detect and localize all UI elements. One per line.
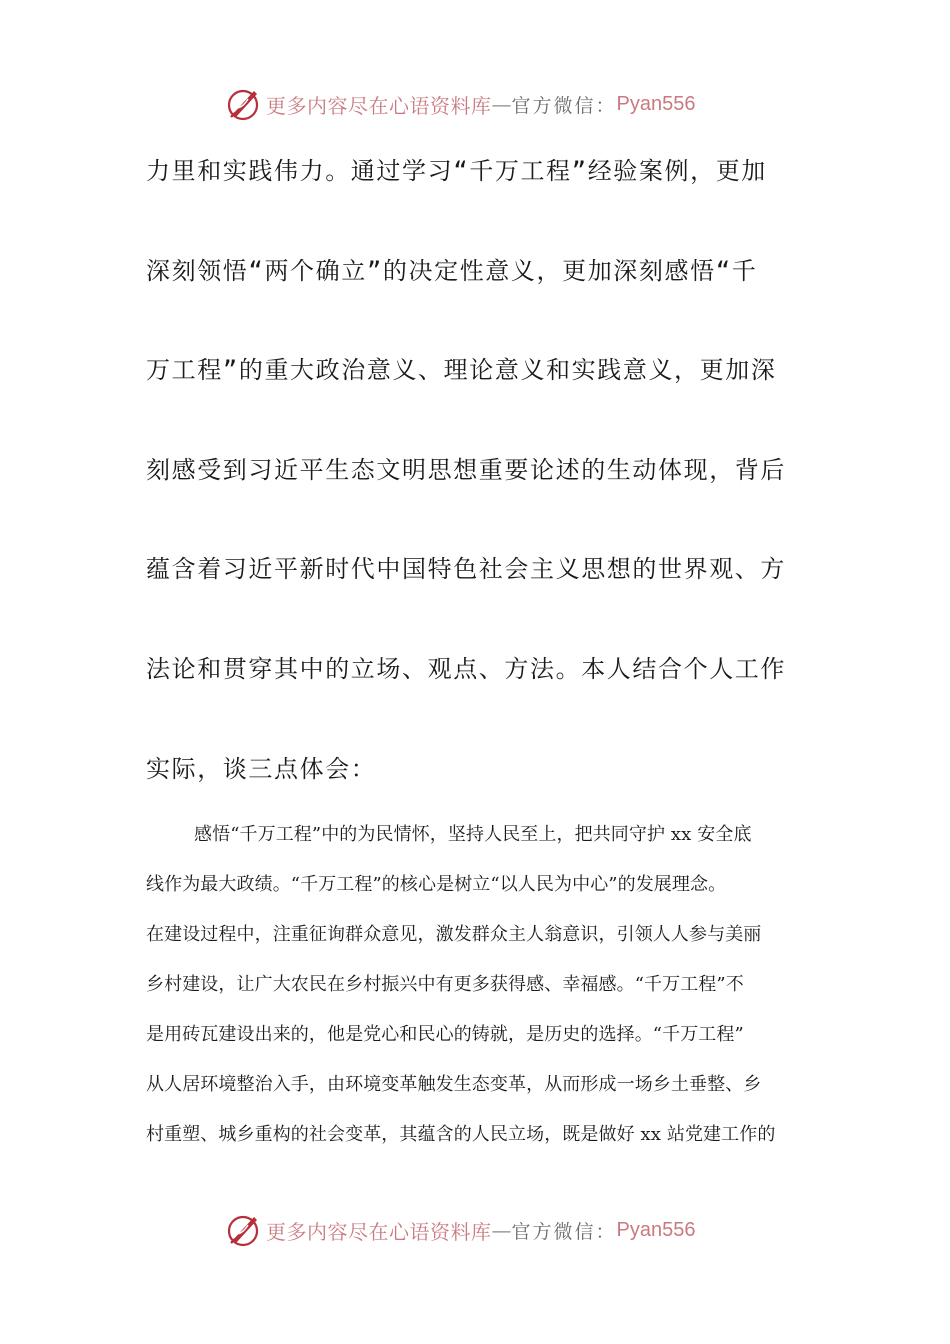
body-large-line: 蕴含着习近平新时代中国特色社会主义思想的世界观、方 (146, 555, 786, 583)
banner-wechat-label: 官方微信： (511, 94, 617, 117)
body-small-line: 线作为最大政绩。“千万工程”的核心是树立“以人民为中心”的发展理念。 (146, 874, 727, 895)
body-large-line: 法论和贯穿其中的立场、观点、方法。本人结合个人工作 (146, 655, 786, 683)
body-large-line: 深刻领悟“两个确立”的决定性意义，更加深刻感悟“千 (146, 257, 758, 285)
body-large-line: 力里和实践伟力。通过学习“千万工程”经验案例，更加 (146, 157, 767, 185)
quill-logo-icon (226, 86, 262, 122)
quill-logo-icon (226, 1212, 262, 1248)
body-small-line: 感悟“千万工程”中的为民情怀，坚持人民至上，把共同守护 xx 安全底 (194, 824, 752, 845)
banner-title: 更多内容尽在心语资料库 (266, 1219, 492, 1244)
body-large-line: 万工程”的重大政治意义、理论意义和实践意义，更加深 (146, 356, 777, 384)
body-large-line: 实际，谈三点体会： (146, 755, 377, 783)
banner-wechat-label: 官方微信： (511, 1220, 617, 1243)
header-watermark-banner (226, 84, 695, 124)
banner-dash: — (491, 1218, 512, 1242)
body-large-line: 刻感受到习近平生态文明思想重要论述的生动体现，背后 (146, 456, 786, 484)
body-small-line: 从人居环境整治入手，由环境变革触发生态变革，从而形成一场乡土垂整、乡 (146, 1074, 762, 1095)
banner-wechat-id: Pyan556 (616, 1218, 696, 1241)
footer-watermark-banner (226, 1210, 695, 1250)
banner-wechat-id: Pyan556 (616, 92, 696, 115)
banner-title: 更多内容尽在心语资料库 (266, 93, 492, 118)
banner-dash: — (491, 92, 512, 116)
body-small-line: 在建设过程中，注重征询群众意见，激发群众主人翁意识，引领人人参与美丽 (146, 924, 762, 945)
body-small-line: 乡村建设，让广大农民在乡村振兴中有更多获得感、幸福感。“千万工程”不 (146, 974, 744, 995)
body-small-line: 村重塑、城乡重构的社会变革，其蕴含的人民立场，既是做好 xx 站党建工作的 (146, 1124, 776, 1145)
body-small-line: 是用砖瓦建设出来的，他是党心和民心的铸就，是历史的选择。“千万工程” (146, 1024, 744, 1045)
